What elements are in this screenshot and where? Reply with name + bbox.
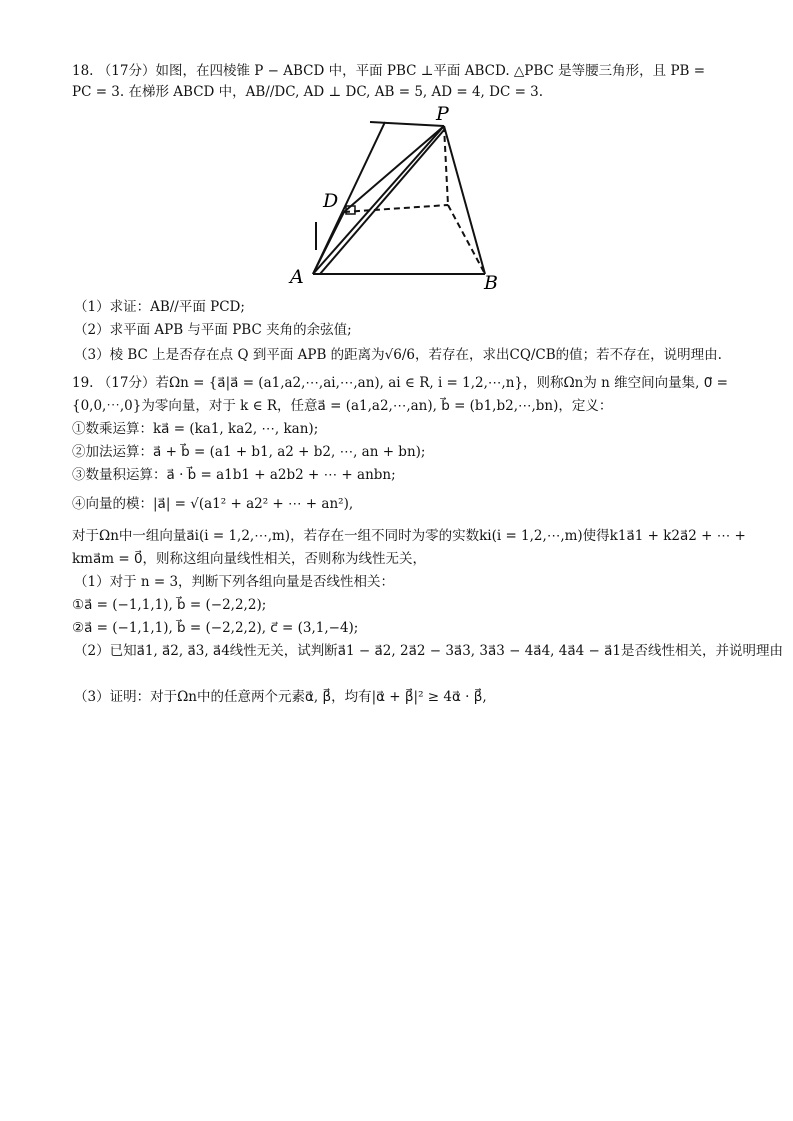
- q18-stem-line2: PC = 3. 在梯形 ABCD 中，AB//DC, AD ⊥ DC, AB = 5, AD = 4, DC = 3.: [72, 84, 544, 100]
- q19-part1b: ②a⃗ = (−1,1,1), b⃗ = (−2,2,2), c⃗ = (3,1,−4);: [72, 620, 359, 636]
- q19-def4: ④向量的模：|a⃗| = √(a1² + a2² + ⋯ + an²),: [72, 496, 354, 512]
- edge-CB: [448, 205, 485, 274]
- q18-part3: （3）棱 BC 上是否存在点 Q 到平面 APB 的距离为√6/6，若存在，求出CQ/CB的值；若不存在，说明理由.: [74, 347, 722, 363]
- pyramid-figure: [280, 100, 520, 295]
- q19-para2: kma⃗m = 0⃗，则称这组向量线性相关，否则称为线性无关，: [72, 551, 427, 567]
- q19-def2: ②加法运算：a⃗ + b⃗ = (a1 + b1, a2 + b2, ⋯, an + bn);: [72, 444, 426, 460]
- label-A: A: [290, 266, 304, 288]
- label-P: P: [436, 103, 449, 125]
- edge-top: [370, 122, 444, 126]
- edge-PA-2: [320, 130, 444, 274]
- q19-part1: （1）对于 n = 3，判断下列各组向量是否线性相关：: [74, 574, 395, 590]
- q19-part2: （2）已知a⃗1, a⃗2, a⃗3, a⃗4线性无关，试判断a⃗1 − a⃗2, 2a⃗2 − 3a⃗3, 3a⃗3 − 4a⃗4, 4a⃗4 − a⃗1是否线性相关，并说明理由: [74, 643, 783, 659]
- edge-PD: [344, 126, 444, 212]
- q19-def1: ①数乘运算：ka⃗ = (ka1, ka2, ⋯, kan);: [72, 421, 319, 437]
- q18-stem-line1: 18. （17分）如图，在四棱锥 P − ABCD 中，平面 PBC ⊥平面 ABCD. △PBC 是等腰三角形，且 PB =: [72, 63, 706, 79]
- edge-DC: [344, 205, 448, 212]
- label-D: D: [323, 190, 339, 212]
- edge-PB: [444, 126, 485, 274]
- q18-part2: （2）求平面 APB 与平面 PBC 夹角的余弦值;: [74, 322, 352, 338]
- q19-part3: （3）证明：对于Ωn中的任意两个元素α⃗, β⃗，均有|α⃗ + β⃗|² ≥ 4α⃗ · β⃗,: [74, 689, 487, 705]
- q19-stem-line2: {0,0,⋯,0}为零向量，对于 k ∈ R，任意a⃗ = (a1,a2,⋯,an), b⃗ = (b1,b2,⋯,bn)，定义：: [72, 398, 613, 414]
- label-B: B: [484, 272, 498, 294]
- q19-stem-line1: 19. （17分）若Ωn = {a⃗|a⃗ = (a1,a2,⋯,ai,⋯,an), ai ∈ R, i = 1,2,⋯,n}，则称Ωn为 n 维空间向量集, 0⃗ =: [72, 375, 728, 391]
- q19-para1: 对于Ωn中一组向量a⃗i(i = 1,2,⋯,m)，若存在一组不同时为零的实数ki(i = 1,2,⋯,m)使得k1a⃗1 + k2a⃗2 + ⋯ +: [72, 528, 746, 544]
- q18-part1: （1）求证：AB//平面 PCD;: [74, 299, 245, 315]
- q19-def3: ③数量积运算：a⃗ · b⃗ = a1b1 + a2b2 + ⋯ + anbn;: [72, 467, 396, 483]
- q19-part1a: ①a⃗ = (−1,1,1), b⃗ = (−2,2,2);: [72, 597, 267, 613]
